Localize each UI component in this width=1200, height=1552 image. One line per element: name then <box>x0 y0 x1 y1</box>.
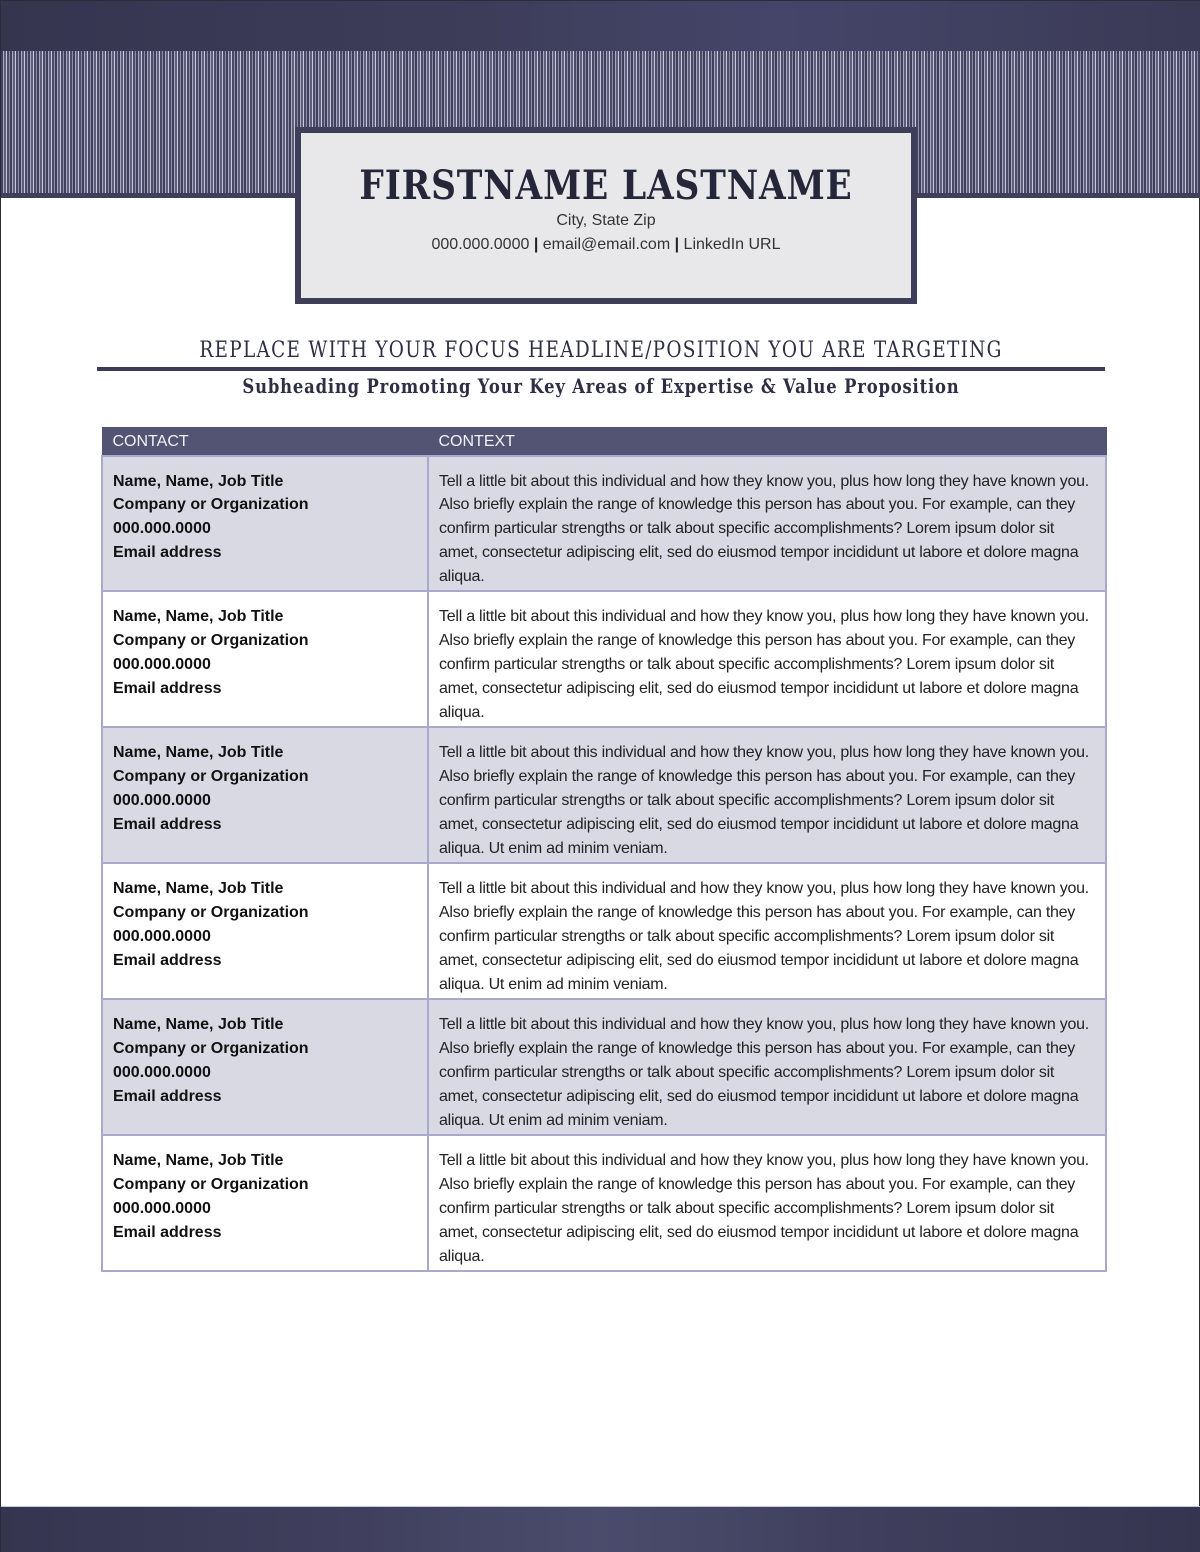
context-cell <box>428 863 1106 999</box>
subheadline: Subheading Promoting Your Key Areas of Expertise & Value Proposition <box>242 374 960 398</box>
linkedin-url[interactable]: LinkedIn URL <box>683 236 781 253</box>
contact-organization: Company or Organization <box>113 496 309 514</box>
contact-cell <box>102 1135 428 1271</box>
contact-name-title: Name, Name, Job Title <box>113 880 284 898</box>
contact-phone: 000.000.0000 <box>113 656 211 674</box>
separator: | <box>533 236 539 253</box>
context-cell <box>428 1135 1106 1271</box>
contact-organization: Company or Organization <box>113 904 309 922</box>
contact-organization: Company or Organization <box>113 1176 309 1194</box>
context-text: Tell a little bit about this individual and how they know you, plus how long they have known you. Also briefly explain the range of knowledge this person has about you. For example, can they confirm particular strengths or talk about specific accomplishments? Lorem ipsum dolor sit amet, consectetur adipiscing elit, sed do eiusmod tempor incididunt ut labore et dolore magna aliqua. <box>439 1152 1089 1265</box>
separator: | <box>674 236 680 253</box>
contact-cell <box>102 456 428 592</box>
context-text: Tell a little bit about this individual and how they know you, plus how long they have known you. Also briefly explain the range of knowledge this person has about you. For example, can they confirm particular strengths or talk about specific accomplishments? Lorem ipsum dolor sit amet, consectetur adipiscing elit, sed do eiusmod tempor incididunt ut labore et dolore magna aliqua. <box>439 472 1089 585</box>
column-header-context: CONTEXT <box>428 428 1106 456</box>
table-row <box>102 591 1106 727</box>
table-row <box>102 727 1106 863</box>
contact-phone: 000.000.0000 <box>113 1200 211 1218</box>
contact-email: Email address <box>113 951 222 969</box>
contact-email: Email address <box>113 815 222 833</box>
contact-name-title: Name, Name, Job Title <box>113 472 284 490</box>
footer-color-band <box>1 1506 1200 1552</box>
phone: 000.000.0000 <box>431 236 530 253</box>
references-table <box>101 427 1107 1272</box>
contact-email: Email address <box>113 543 222 561</box>
contact-organization: Company or Organization <box>113 768 309 786</box>
location-line: City, State Zip <box>556 212 656 229</box>
table-row <box>102 1135 1106 1271</box>
contact-organization: Company or Organization <box>113 632 309 650</box>
contact-email: Email address <box>113 679 222 697</box>
contact-name-title: Name, Name, Job Title <box>113 1152 284 1170</box>
candidate-name: FIRSTNAME LASTNAME <box>359 162 853 209</box>
email[interactable]: email@email.com <box>542 236 671 253</box>
contact-email: Email address <box>113 1087 222 1105</box>
contact-phone: 000.000.0000 <box>113 928 211 946</box>
contact-email: Email address <box>113 1223 222 1241</box>
context-cell <box>428 456 1106 592</box>
contact-name-title: Name, Name, Job Title <box>113 608 284 626</box>
context-cell <box>428 727 1106 863</box>
contact-organization: Company or Organization <box>113 1040 309 1058</box>
contact-name-title: Name, Name, Job Title <box>113 744 284 762</box>
table-header-row <box>102 428 1106 456</box>
contact-cell <box>102 863 428 999</box>
table-row <box>102 863 1106 999</box>
focus-headline: REPLACE WITH YOUR FOCUS HEADLINE/POSITION YOU ARE TARGETING <box>199 338 1003 363</box>
context-text: Tell a little bit about this individual and how they know you, plus how long they have known you. Also briefly explain the range of knowledge this person has about you. For example, can they confirm particular strengths or talk about specific accomplishments? Lorem ipsum dolor sit amet, consectetur adipiscing elit, sed do eiusmod tempor incididunt ut labore et dolore magna aliqua. Ut enim ad minim veniam. <box>439 880 1089 993</box>
contact-phone: 000.000.0000 <box>113 520 211 538</box>
headline-divider <box>97 367 1105 371</box>
contact-name-title: Name, Name, Job Title <box>113 1016 284 1034</box>
context-cell <box>428 591 1106 727</box>
context-text: Tell a little bit about this individual and how they know you, plus how long they have known you. Also briefly explain the range of knowledge this person has about you. For example, can they confirm particular strengths or talk about specific accomplishments? Lorem ipsum dolor sit amet, consectetur adipiscing elit, sed do eiusmod tempor incididunt ut labore et dolore magna aliqua. <box>439 608 1089 721</box>
context-cell <box>428 999 1106 1135</box>
contact-cell <box>102 999 428 1135</box>
table-row <box>102 999 1106 1135</box>
context-text: Tell a little bit about this individual and how they know you, plus how long they have known you. Also briefly explain the range of knowledge this person has about you. For example, can they confirm particular strengths or talk about specific accomplishments? Lorem ipsum dolor sit amet, consectetur adipiscing elit, sed do eiusmod tempor incididunt ut labore et dolore magna aliqua. Ut enim ad minim veniam. <box>439 1016 1089 1129</box>
contact-cell <box>102 591 428 727</box>
top-color-band <box>1 1 1200 51</box>
contact-phone: 000.000.0000 <box>113 792 211 810</box>
column-header-contact: CONTACT <box>102 428 428 456</box>
table-row <box>102 456 1106 592</box>
contact-cell <box>102 727 428 863</box>
contact-phone: 000.000.0000 <box>113 1064 211 1082</box>
context-text: Tell a little bit about this individual and how they know you, plus how long they have known you. Also briefly explain the range of knowledge this person has about you. For example, can they confirm particular strengths or talk about specific accomplishments? Lorem ipsum dolor sit amet, consectetur adipiscing elit, sed do eiusmod tempor incididunt ut labore et dolore magna aliqua. Ut enim ad minim veniam. <box>439 744 1089 857</box>
contact-line <box>301 233 911 257</box>
name-header-box <box>295 127 917 304</box>
